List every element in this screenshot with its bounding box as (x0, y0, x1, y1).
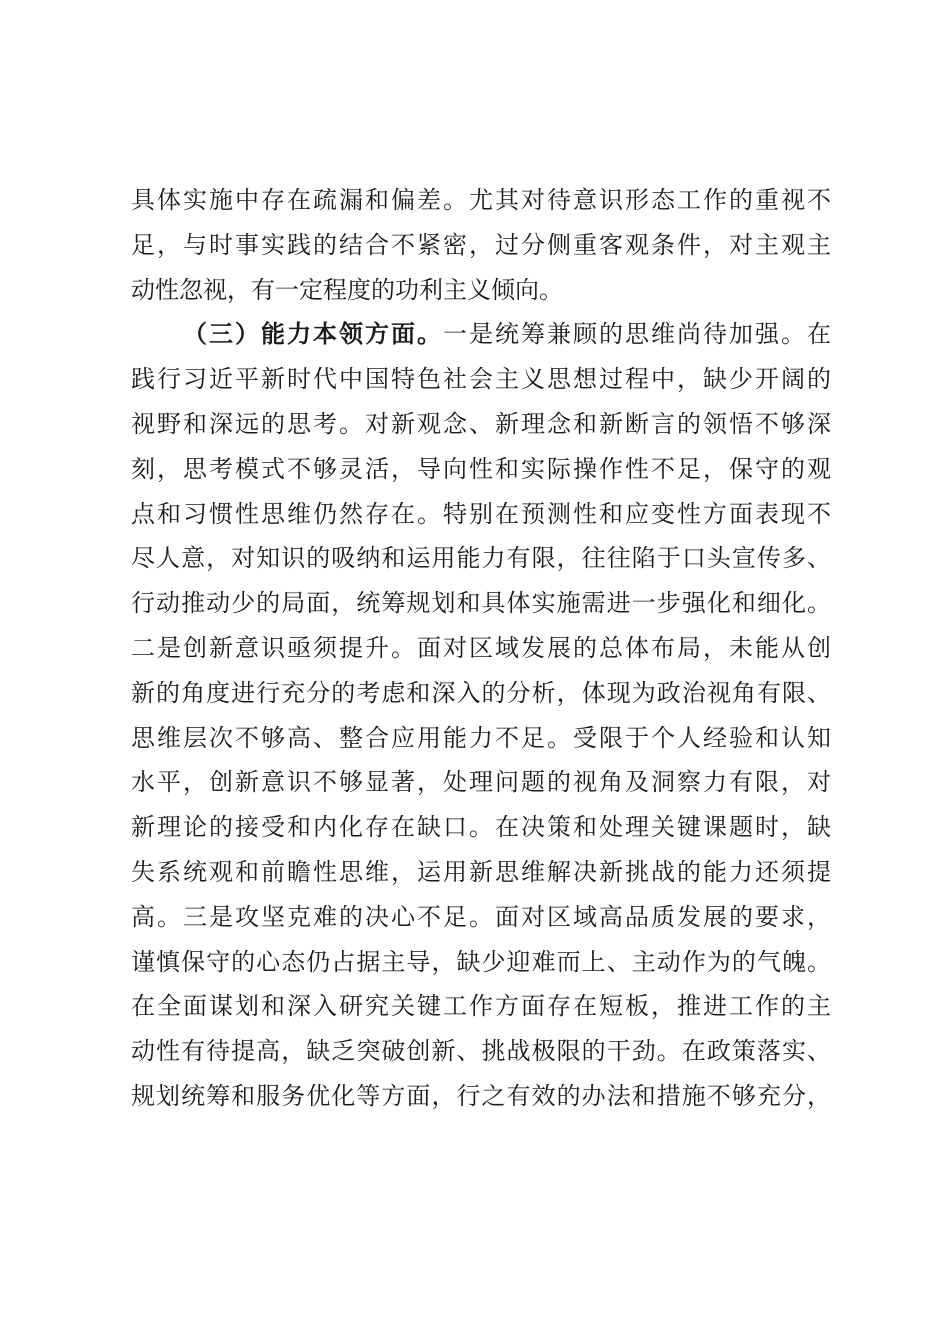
paragraph-2-line-14: 高。三是攻坚克难的决心不足。面对区域高品质发展的要求， (131, 902, 831, 931)
paragraph-2-line-12: 新理论的接受和内化存在缺口。在决策和处理关键课题时，缺 (131, 813, 831, 842)
paragraph-2-line-4: 刻，思考模式不够灵活，导向性和实际操作性不足，保守的观 (131, 454, 831, 483)
paragraph-2-line-9: 新的角度进行充分的考虑和深入的分析，体现为政治视角有限、 (131, 678, 831, 707)
section-heading: （三）能力本领方面。 (183, 319, 443, 349)
body-text (131, 178, 831, 1119)
paragraph-1-line-3: 动性忽视，有一定程度的功利主义倾向。 (131, 275, 563, 304)
paragraph-2-line-2: 践行习近平新时代中国特色社会主义思想过程中，缺少开阔的 (131, 365, 831, 394)
paragraph-2-line-3: 视野和深远的思考。对新观念、新理念和新断言的领悟不够深 (131, 409, 831, 438)
paragraph-2-line-15: 谨慎保守的心态仍占据主导，缺少迎难而上、主动作为的气魄。 (131, 947, 831, 976)
paragraph-2-first-line-text: 一是统筹兼顾的思维尚待加强。在 (443, 320, 831, 349)
paragraph-2-line-7: 行动推动少的局面，统筹规划和具体实施需进一步强化和细化。 (131, 589, 831, 618)
paragraph-2-line-10: 思维层次不够高、整合应用能力不足。受限于个人经验和认知 (131, 723, 831, 752)
paragraph-2-line-6: 尽人意，对知识的吸纳和运用能力有限，往往陷于口头宣传多、 (131, 544, 831, 573)
paragraph-2-line-18: 规划统筹和服务优化等方面，行之有效的办法和措施不够充分， (131, 1081, 831, 1110)
paragraph-1-line-1: 具体实施中存在疏漏和偏差。尤其对待意识形态工作的重视不 (131, 186, 831, 214)
paragraph-2-line-16: 在全面谋划和深入研究关键工作方面存在短板，推进工作的主 (131, 992, 831, 1021)
paragraph-1-line-2: 足，与时事实践的结合不紧密，过分侧重客观条件，对主观主 (131, 230, 831, 259)
paragraph-2-line-11: 水平，创新意识不够显著，处理问题的视角及洞察力有限，对 (131, 768, 831, 797)
paragraph-2-line-1 (131, 312, 831, 357)
paragraph-2-line-8: 二是创新意识亟须提升。面对区域发展的总体布局，未能从创 (131, 633, 831, 662)
paragraph-2-line-5: 点和习惯性思维仍然存在。特别在预测性和应变性方面表现不 (131, 499, 831, 528)
paragraph-2-line-17: 动性有待提高，缺乏突破创新、挑战极限的干劲。在政策落实、 (131, 1037, 831, 1066)
paragraph-2-line-13: 失系统观和前瞻性思维，运用新思维解决新挑战的能力还须提 (131, 857, 831, 886)
